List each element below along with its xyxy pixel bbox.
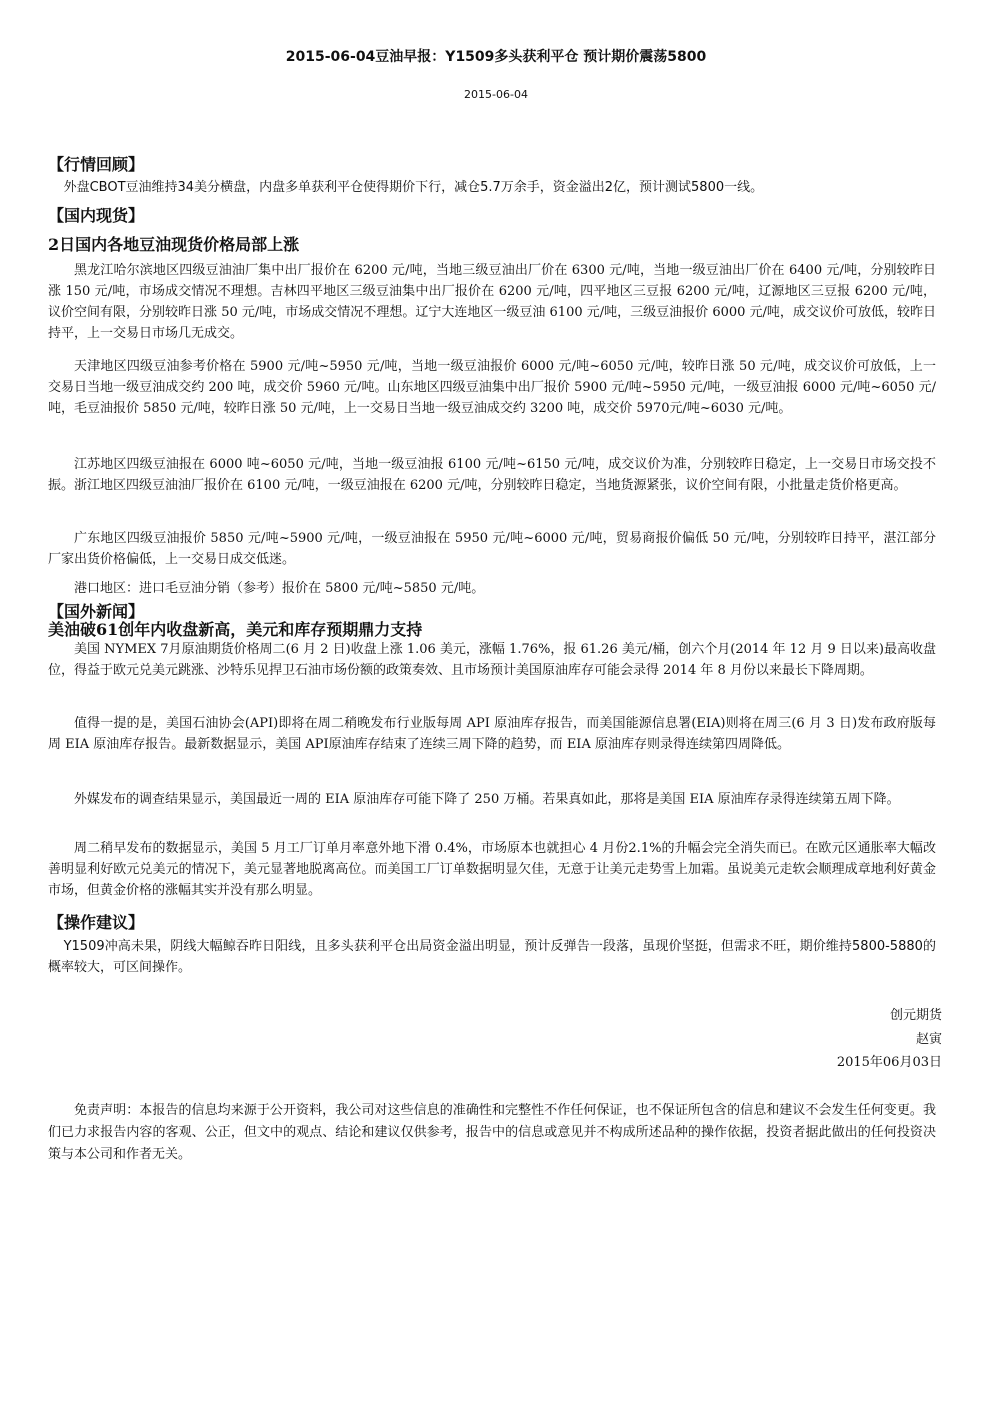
spot-paragraph-4: 广东地区四级豆油报价 5850 元/吨~5900 元/吨，一级豆油报在 5950 元/吨~6000 元/吨，贸易商报价偏低 50 元/吨，分别较昨日持平，湛江部分厂家出货价格偏低，上一交易日成交低迷。 xyxy=(48,531,936,567)
spot-paragraph-1: 黑龙江哈尔滨地区四级豆油油厂集中出厂报价在 6200 元/吨，当地三级豆油出厂价在 6300 元/吨，当地一级豆油出厂价在 6400 元/吨，分别较昨日涨 150 元/吨，市场成交情况不理想。吉林四平地区三级豆油集中出厂报价在 6200 元/吨，四平地区三豆报 6200 元/吨，辽源地区三豆报 6200 元/吨，议价空间有限，分别较昨日涨 50 元/吨，市场成交情况不理想。辽宁大连地区一级豆油 6100 元/吨，三级豆油报价 6000 元/吨，成交议价可放低，较昨日持平，上一交易日市场几无成交。 xyxy=(48,263,936,341)
disclaimer-paragraph: 免责声明：本报告的信息均来源于公开资料，我公司对这些信息的准确性和完整性不作任何保证，也不保证所包含的信息和建议不会发生任何变更。我们已力求报告内容的客观、公正，但文中的观点、结论和建议仅供参考，报告中的信息或意见并不构成所述品种的操作依据，投资者据此做出的任何投资决策与本公司和作者无关。 xyxy=(48,1103,936,1162)
section-heading-review: 【行情回顾】 xyxy=(48,155,145,174)
section-heading-spot: 【国内现货】 xyxy=(48,206,145,225)
review-paragraph: 外盘CBOT豆油维持34美分横盘，内盘多单获利平仓使得期价下行，减仓5.7万余手，资金溢出2亿，预计测试5800一线。 xyxy=(63,180,764,195)
news-paragraph-3: 外媒发布的调查结果显示，美国最近一周的 EIA 原油库存可能下降了 250 万桶。若果真如此，那将是美国 EIA 原油库存录得连续第五周下降。 xyxy=(74,792,900,807)
signature-date: 2015年06月03日 xyxy=(836,1055,942,1070)
spot-subheading: 2日国内各地豆油现货价格局部上涨 xyxy=(48,235,300,254)
news-paragraph-2: 值得一提的是，美国石油协会(API)即将在周二稍晚发布行业版每周 API 原油库存报告，而美国能源信息署(EIA)则将在周三(6 月 3 日)发布政府版每周 EIA 原油库存报告。最新数据显示，美国 API原油库存结束了连续三周下降的趋势，而 EIA 原油库存则录得连续第四周降低。 xyxy=(48,716,936,752)
spot-paragraph-3: 江苏地区四级豆油报在 6000 吨~6050 元/吨，当地一级豆油报 6100 元/吨~6150 元/吨，成交议价为准，分别较昨日稳定，上一交易日市场交投不振。浙江地区四级豆油油厂报价在 6100 元/吨，一级豆油报在 6200 元/吨，分别较昨日稳定，当地货源紧张，议价空间有限，小批量走货价格更高。 xyxy=(48,457,936,493)
news-paragraph-4: 周二稍早发布的数据显示，美国 5 月工厂订单月率意外地下滑 0.4%，市场原本也就担心 4 月份2.1%的升幅会完全消失而已。在欧元区通胀率大幅改善明显利好欧元兑美元的情况下，美元显著地脱离高位。而美国工厂订单数据明显欠佳，无意于让美元走势雪上加霜。虽说美元走软会顺理成章地利好黄金市场，但黄金价格的涨幅其实并没有那么明显。 xyxy=(48,841,936,898)
section-heading-advice: 【操作建议】 xyxy=(48,913,145,932)
news-subheading: 美油破61创年内收盘新高，美元和库存预期鼎力支持 xyxy=(48,620,423,639)
signature-company: 创元期货 xyxy=(889,1008,942,1023)
spot-paragraph-2: 天津地区四级豆油参考价格在 5900 元/吨~5950 元/吨，当地一级豆油报价 6000 元/吨~6050 元/吨，较昨日涨 50 元/吨，成交议价可放低，上一交易日当地一级豆油成交约 200 吨，成交价 5960 元/吨。山东地区四级豆油集中出厂报价 5900 元/吨~5950 元/吨，一级豆油报 6000 元/吨~6050 元/吨，毛豆油报价 5850 元/吨，较昨日涨 50 元/吨，上一交易日当地一级豆油成交约 3200 吨，成交价 5970元/吨~6030 元/吨。 xyxy=(48,359,936,416)
report-date: 2015-06-04 xyxy=(464,88,528,101)
spot-paragraph-5: 港口地区：进口毛豆油分销（参考）报价在 5800 元/吨~5850 元/吨。 xyxy=(74,581,485,596)
signature-author: 赵寅 xyxy=(915,1032,942,1047)
advice-paragraph: Y1509冲高未果，阴线大幅鲸吞昨日阳线，且多头获利平仓出局资金溢出明显，预计反弹告一段落，虽现价坚挺，但需求不旺，期价维持5800-5880的概率较大，可区间操作。 xyxy=(48,939,936,975)
news-paragraph-1: 美国 NYMEX 7月原油期货价格周二(6 月 2 日)收盘上涨 1.06 美元，涨幅 1.76%，报 61.26 美元/桶，创六个月(2014 年 12 月 9 日以来)最高收盘位，得益于欧元兑美元跳涨、沙特乐见捍卫石油市场份额的政策奏效、且市场预计美国原油库存可能会录得 2014 年 8 月份以来最长下降周期。 xyxy=(48,642,936,678)
section-heading-news: 【国外新闻】 xyxy=(48,602,145,621)
report-title: 2015-06-04豆油早报：Y1509多头获利平仓 预计期价震荡5800 xyxy=(285,49,707,65)
